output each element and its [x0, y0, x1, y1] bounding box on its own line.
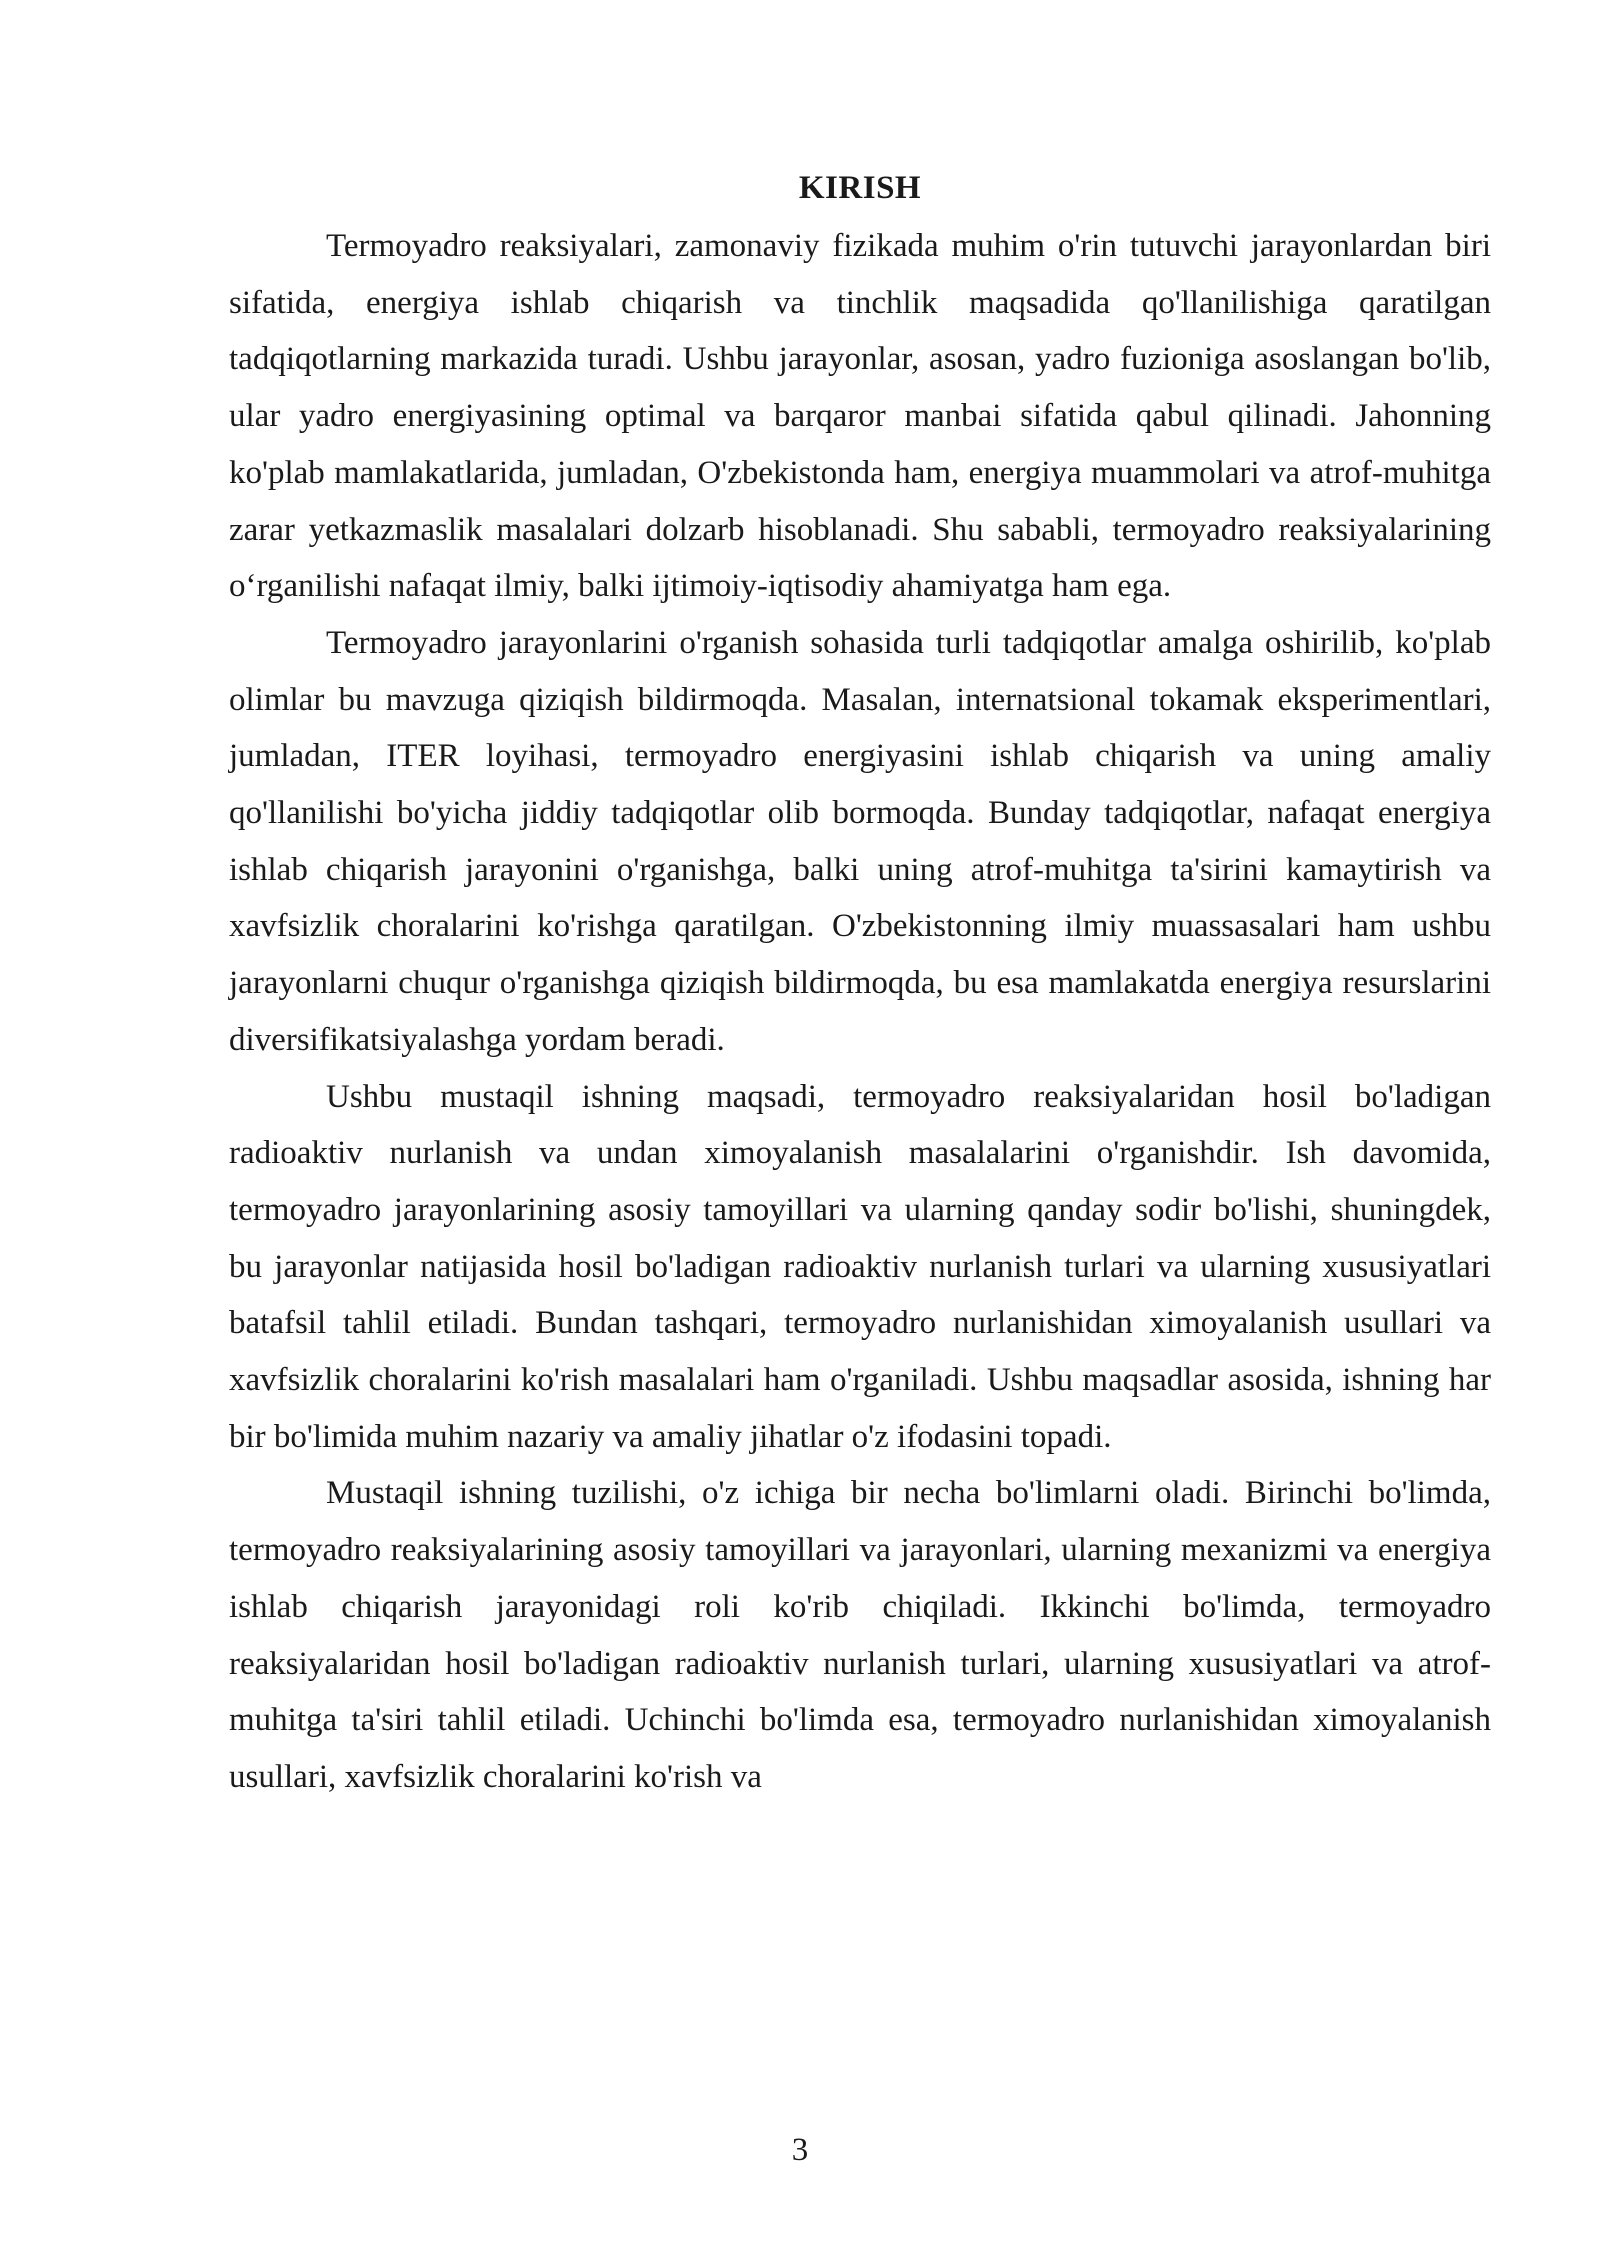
page-number: 3 — [791, 2132, 809, 2168]
paragraph-3: Ushbu mustaqil ishning maqsadi, termoyadro reaksiyalaridan hosil bo'ladigan radioaktiv nurlanish va undan ximoyalanish masalalarini o'rganishdir. Ish davomida, termoyadro jarayonlarining asosiy tamoyillari va ularning qanday sodir bo'lishi, shuningdek, bu jarayonlar natijasida hosil bo'ladigan radioaktiv nurlanish turlari va ularning xususiyatlari batafsil tahlil etiladi. Bundan tashqari, termoyadro nurlanishidan ximoyalanish usullari va xavfsizlik choralarini ko'rish masalalari ham o'rganiladi. Ushbu maqsadlar asosida, ishning har bir bo'limida muhim nazariy va amaliy jihatlar o'z ifodasini topadi. — [229, 1078, 1491, 1455]
paragraph-4: Mustaqil ishning tuzilishi, o'z ichiga bir necha bo'limlarni oladi. Birinchi bo'limda, termoyadro reaksiyalarining asosiy tamoyillari va jarayonlari, ularning mexanizmi va energiya ishlab chiqarish jarayonidagi roli ko'rib chiqiladi. Ikkinchi bo'limda, termoyadro reaksiyalaridan hosil bo'ladigan radioaktiv nurlanish turlari, ularning xususiyatlari va atrof-muhitga ta'siri tahlil etiladi. Uchinchi bo'limda esa, termoyadro nurlanishidan ximoyalanish usullari, xavfsizlik choralarini ko'rish va — [229, 1475, 1491, 1795]
paragraph-1: Termoyadro reaksiyalari, zamonaviy fizikada muhim o'rin tutuvchi jarayonlardan biri sifatida, energiya ishlab chiqarish va tinchlik maqsadida qo'llanilishiga qaratilgan tadqiqotlarning markazida turadi. Ushbu jarayonlar, asosan, yadro fuzioniga asoslangan bo'lib, ular yadro energiyasining optimal va barqaror manbai sifatida qabul qilinadi. Jahonning ko'plab mamlakatlarida, jumladan, O'zbekistonda ham, energiya muammolari va atrof-muhitga zarar yetkazmaslik masalalari dolzarb hisoblanadi. Shu sababli, termoyadro reaksiyalarining o‘rganilishi nafaqat ilmiy, balki ijtimoiy-iqtisodiy ahamiyatga ham ega. — [229, 228, 1491, 605]
paragraph-2: Termoyadro jarayonlarini o'rganish sohasida turli tadqiqotlar amalga oshirilib, ko'plab olimlar bu mavzuga qiziqish bildirmoqda. Masalan, internatsional tokamak eksperimentlari, jumladan, ITER loyihasi, termoyadro energiyasini ishlab chiqarish va uning amaliy qo'llanilishi bo'yicha jiddiy tadqiqotlar olib bormoqda. Bunday tadqiqotlar, nafaqat energiya ishlab chiqarish jarayonini o'rganishga, balki uning atrof-muhitga ta'sirini kamaytirish va xavfsizlik choralarini ko'rishga qaratilgan. O'zbekistonning ilmiy muassasalari ham ushbu jarayonlarni chuqur o'rganishga qiziqish bildirmoqda, bu esa mamlakatda energiya resurslarini diversifikatsiyalashga yordam beradi. — [229, 624, 1491, 1058]
page-body — [229, 160, 1491, 1806]
page-title: KIRISH — [798, 170, 922, 206]
